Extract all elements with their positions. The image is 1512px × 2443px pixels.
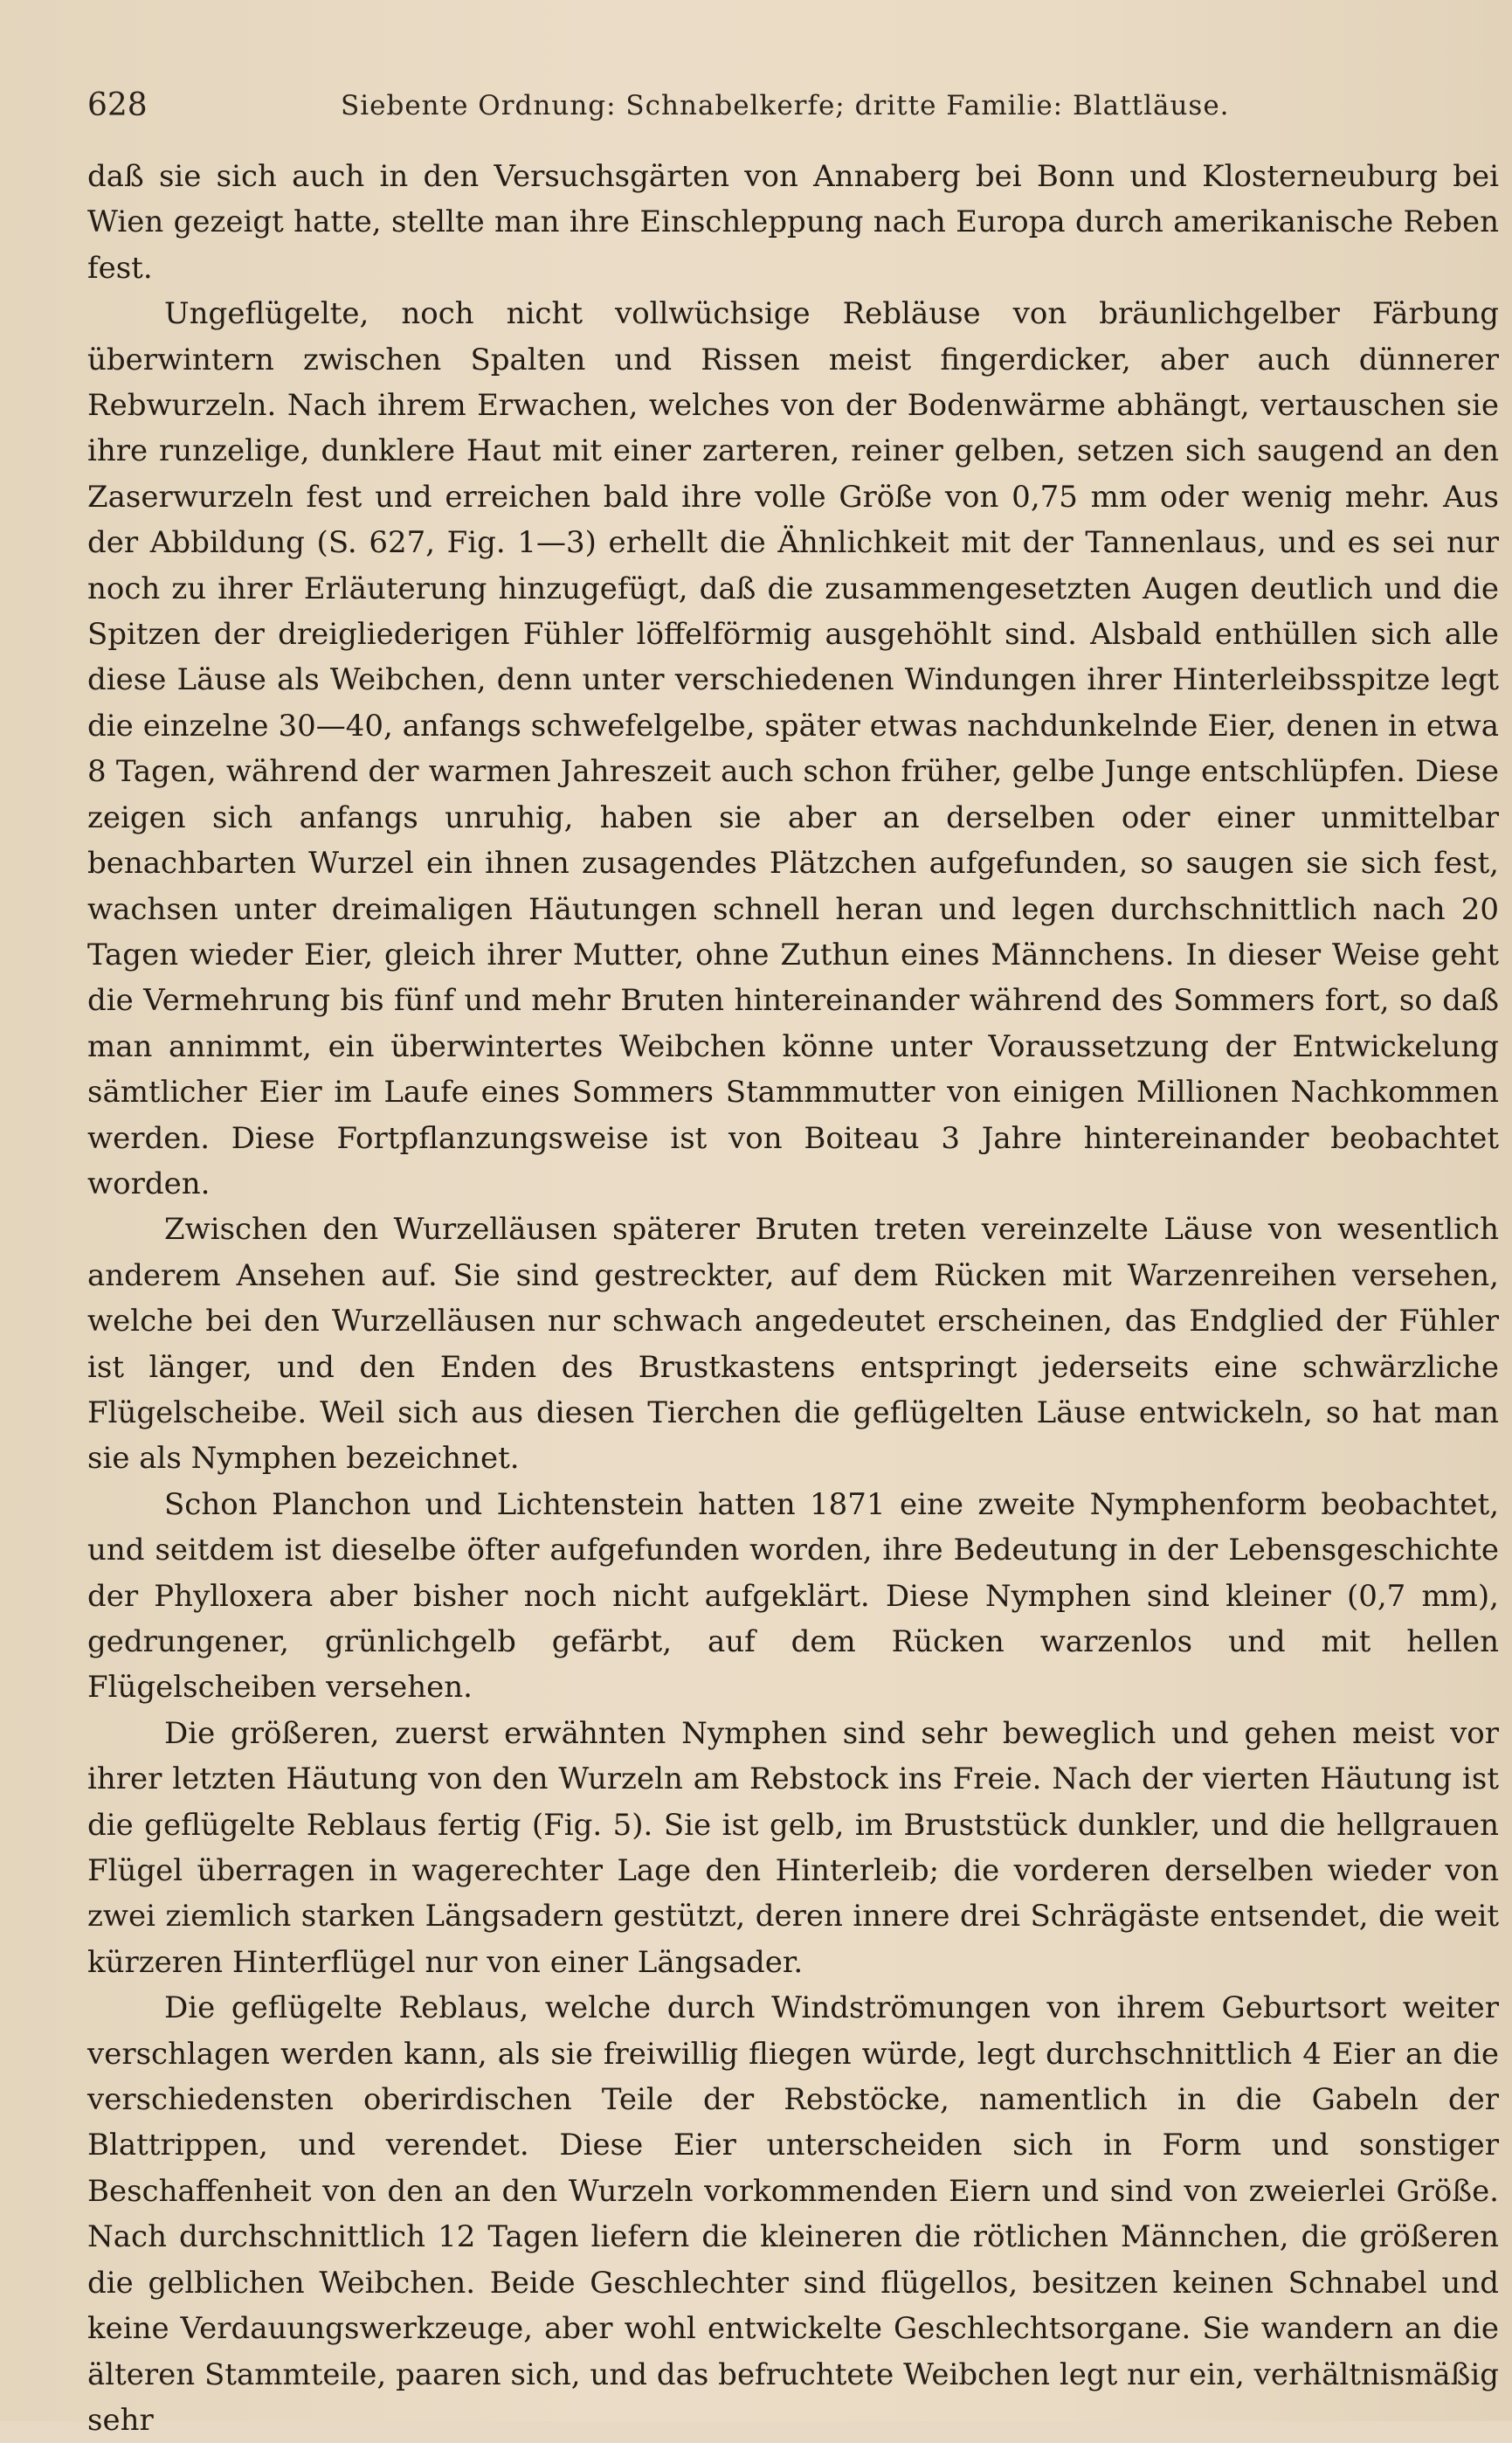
page-number: 628 xyxy=(87,87,148,123)
page-header xyxy=(87,84,1485,128)
paragraph: Die geflügelte Reblaus, welche durch Windströmungen von ihrem Geburtsort weiter verschlagen werden kann, als sie freiwillig fliegen würde, legt durchschnittlich 4 Eier an die verschiedensten oberirdischen Teile der Rebstöcke, namentlich in die Gabeln der Blattrippen, und verendet. Diese Eier unterscheiden sich in Form und sonstiger Beschaffenheit von den an den Wurzeln vorkommenden Eiern und sind von zweierlei Größe. Nach durchschnittlich 12 Tagen liefern die kleineren die rötlichen Männchen, die größeren die gelblichen Weibchen. Beide Geschlechter sind flügellos, besitzen keinen Schnabel und keine Verdauungswerkzeuge, aber wohl entwickelte Geschlechtsorgane. Sie wandern an die älteren Stammteile, paaren sich, und das befruchtete Weibchen legt nur ein, verhältnismäßig sehr xyxy=(87,1990,1499,2438)
paragraph: Schon Planchon und Lichtenstein hatten 1871 eine zweite Nymphenform beobachtet, und seitdem ist dieselbe öfter aufgefunden worden, ihre Bedeutung in der Lebensgeschichte der Phylloxera aber bisher noch nicht aufgeklärt. Diese Nymphen sind kleiner (0,7 mm), gedrungener, grünlichgelb gefärbt, auf dem Rücken warzenlos und mit hellen Flügelscheiben versehen. xyxy=(87,1486,1499,1706)
running-head: Siebente Ordnung: Schnabelkerfe; dritte Familie: Blattläuse. xyxy=(341,90,1230,121)
paragraph: Die größeren, zuerst erwähnten Nymphen sind sehr beweglich und gehen meist vor ihrer letzten Häutung von den Wurzeln am Rebstock ins Freie. Nach der vierten Häutung ist die geflügelte Reblaus fertig (Fig. 5). Sie ist gelb, im Bruststück dunkler, und die hellgrauen Flügel überragen in wagerechter Lage den Hinterleib; die vorderen derselben wieder von zwei ziemlich starken Längsadern gestützt, deren innere drei Schrägäste entsendet, die weit kürzeren Hinterflügel nur von einer Längsader. xyxy=(87,1715,1499,1980)
paragraph: Ungeflügelte, noch nicht vollwüchsige Rebläuse von bräunlichgelber Färbung überwintern zwischen Spalten und Rissen meist fingerdicker, aber auch dünnerer Rebwurzeln. Nach ihrem Erwachen, welches von der Bodenwärme abhängt, vertauschen sie ihre runzelige, dunklere Haut mit einer zarteren, reiner gelben, setzen sich saugend an den Zaserwurzeln fest und erreichen bald ihre volle Größe von 0,75 mm oder wenig mehr. Aus der Abbildung (S. 627, Fig. 1—3) erhellt die Ähnlichkeit mit der Tannenlaus, und es sei nur noch zu ihrer Erläuterung hinzugefügt, daß die zusammengesetzten Augen deutlich und die Spitzen der dreigliederigen Fühler löffelförmig ausgehöhlt sind. Alsbald enthüllen sich alle diese Läuse als Weibchen, denn unter verschiedenen Windungen ihrer Hinterleibsspitze legt die einzelne 30—40, anfangs schwefelgelbe, später etwas nachdunkelnde Eier, denen in etwa 8 Tagen, während der warmen Jahreszeit auch schon früher, gelbe Junge entschlüpfen. Diese zeigen sich anfangs unruhig, haben sie aber an derselben oder einer unmittelbar benachbarten Wurzel ein ihnen zusagendes Plätzchen aufgefunden, so saugen sie sich fest, wachsen unter dreimaligen Häutungen schnell heran und legen durchschnittlich nach 20 Tagen wieder Eier, gleich ihrer Mutter, ohne Zuthun eines Männchens. In dieser Weise geht die Vermehrung bis fünf und mehr Bruten hintereinander während des Sommers fort, so daß man annimmt, ein überwintertes Weibchen könne unter Voraussetzung der Entwickelung sämtlicher Eier im Laufe eines Sommers Stammmutter von einigen Millionen Nachkommen werden. Diese Fortpflanzungsweise ist von Boiteau 3 Jahre hintereinander beobachtet worden. xyxy=(87,296,1499,1201)
paragraph-continuation: daß sie sich auch in den Versuchsgärten von Annaberg bei Bonn und Klosterneuburg bei Wien gezeigt hatte, stellte man ihre Einschleppung nach Europa durch amerikanische Reben fest. xyxy=(87,159,1499,286)
paragraph: Zwischen den Wurzelläusen späterer Bruten treten vereinzelte Läuse von wesentlich anderem Ansehen auf. Sie sind gestreckter, auf dem Rücken mit Warzenreihen versehen, welche bei den Wurzelläusen nur schwach angedeutet erscheinen, das Endglied der Fühler ist länger, und den Enden des Brustkastens entspringt jederseits eine schwärzliche Flügelscheibe. Weil sich aus diesen Tierchen die geflügelten Läuse entwickeln, so hat man sie als Nymphen bezeichnet. xyxy=(87,1212,1499,1477)
body-text xyxy=(87,154,1499,2443)
